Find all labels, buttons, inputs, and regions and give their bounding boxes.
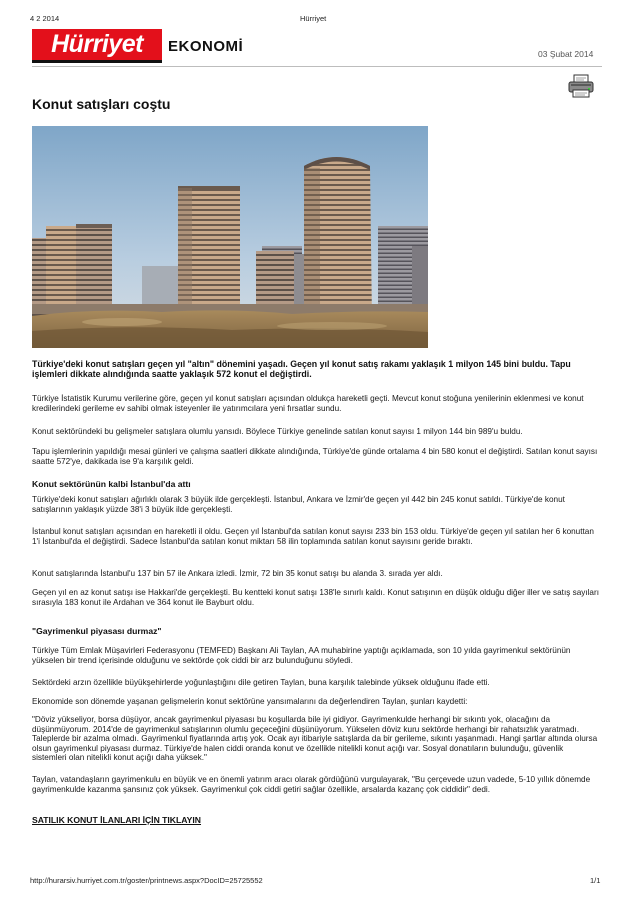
article-paragraph: Konut sektöründeki bu gelişmeler satışlara olumlu yansıdı. Böylece Türkiye genelinde satılan konut sayısı 1 milyon 144 bin 989'u buldu. (32, 427, 523, 436)
article-photo (32, 126, 428, 348)
article-title: Konut satışları coştu (32, 96, 171, 112)
section-name: EKONOMİ (168, 38, 244, 55)
footer-url: http://hurarsiv.hurriyet.com.tr/goster/printnews.aspx?DocID=25725552 (30, 876, 263, 885)
footer-page-number: 1/1 (590, 876, 601, 885)
article-paragraph: Tapu işlemlerinin yapıldığı mesai günleri ve çalışma saatleri dikkate alındığında, Türkiye'de günde ortalama 4 bin 580 konut el değiştirdi. Satılan konut sayısı saatte 572'ye, dakikada ise 9'a karşılık geldi. (32, 447, 598, 466)
header-divider (32, 66, 602, 67)
printer-icon (567, 74, 595, 98)
article-paragraph: Konut satışlarında İstanbul'u 137 bin 57 ile Ankara izledi. İzmir, 72 bin 35 konut satışı bu alanda 3. sırada yer aldı. (32, 569, 443, 578)
article-paragraph: Ekonomide son dönemde yaşanan gelişmelerin konut sektörüne yansımalarını da değerlendiren Taylan, şunları kaydetti: (32, 697, 468, 706)
article-paragraph: İstanbul konut satışları açısından en hareketli il oldu. Geçen yıl İstanbul'da satılan konut sayısı 233 bin 153 oldu. Türkiye'de geçen yıl satılan her 6 konuttan 1'i İstanbul'da el değiştirdi. Sadece İstanbul'da satılan konut miktarı 58 ilin toplamında satılan konut sayısını geride bıraktı. (32, 527, 594, 546)
print-header-date: 4 2 2014 (30, 14, 60, 23)
article-lead: Türkiye'deki konut satışları geçen yıl "altın" dönemini yaşadı. Geçen yıl konut satış rakamı yaklaşık 1 milyon 145 bini buldu. Tapu işlemleri dikkate alındığında saatte yaklaşık 572 konut el değiştirdi. (32, 359, 571, 380)
article-paragraph: Türkiye Tüm Emlak Müşavirleri Federasyonu (TEMFED) Başkanı Ali Taylan, AA muhabirine yaptığı açıklamada, son 10 yılda gayrimenkul sektörünün yükselen bir trend içerisinde olduğunu ve sektörde çok ciddi bir arz bulunduğunu söyledi. (32, 646, 571, 665)
article-subheading: Konut sektörünün kalbi İstanbul'da attı (32, 479, 191, 489)
article-paragraph: Geçen yıl en az konut satışı ise Hakkari'de gerçekleşti. Bu kentteki konut satışı 138'le sınırlı kaldı. Konut satışının en düşük olduğu diğer iller ve satış sayıları sırasıyla 183 konut ile Ardahan ve 364 konut ile Bayburt oldu. (32, 588, 599, 607)
article-subheading: "Gayrimenkul piyasası durmaz" (32, 626, 162, 636)
print-button[interactable] (567, 74, 595, 98)
apartment-towers-photo (32, 126, 428, 348)
article-paragraph: Taylan, vatandaşların gayrimenkulu en büyük ve en önemli yatırım aracı olarak gördüğünü vurgulayarak, "Bu çerçevede uzun vadede, 5-10 yıllık dönemde gayrimenkulde kazanma şansınız çok yüksek. Gayrimenkul çok ciddi getiri sağlar özellikle, arsalarda kazanç çok ciddidir" dedi. (32, 775, 591, 794)
listings-link[interactable]: SATILIK KONUT İLANLARI İÇİN TIKLAYIN (32, 815, 202, 825)
issue-date: 03 Şubat 2014 (538, 49, 594, 59)
article-quote: "Döviz yükseliyor, borsa düşüyor, ancak gayrimenkul piyasası bu koşullarda bile iyi gidiyor. Gayrimenkulde herhangi bir sıkıntı yok, olacağını da düşünmüyorum. 2014'de de gayrimenkul satışlarının olumlu geçeceğini düşünüyorum. Yükselen döviz kuru sektörde herhangi bir rahatsızlık yaratmadı. Taleplerde bir azalma olmadı. Gayrimenkul fiyatlarında artış yok. Ocak ayı itibariyle satışlarda da bir gerileme, sıkıntı yaşanmadı. Hangi şartlar altında olursa olsun gayrimenkul piyasası durmaz. Türkiye'de halen ciddi oranda konut ve özellikle nitelikli konut açığı var. Sosyal donatıların bulunduğu, güvenlik sistemleri olan nitelikli konut açığı daha yüksek." (32, 715, 598, 763)
logo-text: Hürriyet (51, 30, 143, 58)
hurriyet-logo[interactable] (32, 29, 162, 63)
article-paragraph: Türkiye İstatistik Kurumu verilerine göre, geçen yıl konut satışları açısından oldukça hareketli geçti. Mevcut konut stoğuna yenilerinin eklenmesi ve konut kredilerindeki gerileme ev sahibi olmak isteyenler ile yatırımcılara yeni fırsatlar sundu. (32, 394, 584, 413)
print-header-site: Hürriyet (300, 14, 327, 23)
article-paragraph: Sektördeki arzın özellikle büyükşehirlerde yoğunlaştığını dile getiren Taylan, buna karşılık talebinde yüksek olduğunu ifade etti. (32, 678, 490, 687)
article-paragraph: Türkiye'deki konut satışları ağırlıklı olarak 3 büyük ilde gerçekleşti. İstanbul, Ankara ve İzmir'de geçen yıl 442 bin 245 konut satıldı. Türkiye'de konut satışlarının yaklaşık yüzde 38'i 3 büyük ilde gerçekleşti. (32, 495, 565, 514)
